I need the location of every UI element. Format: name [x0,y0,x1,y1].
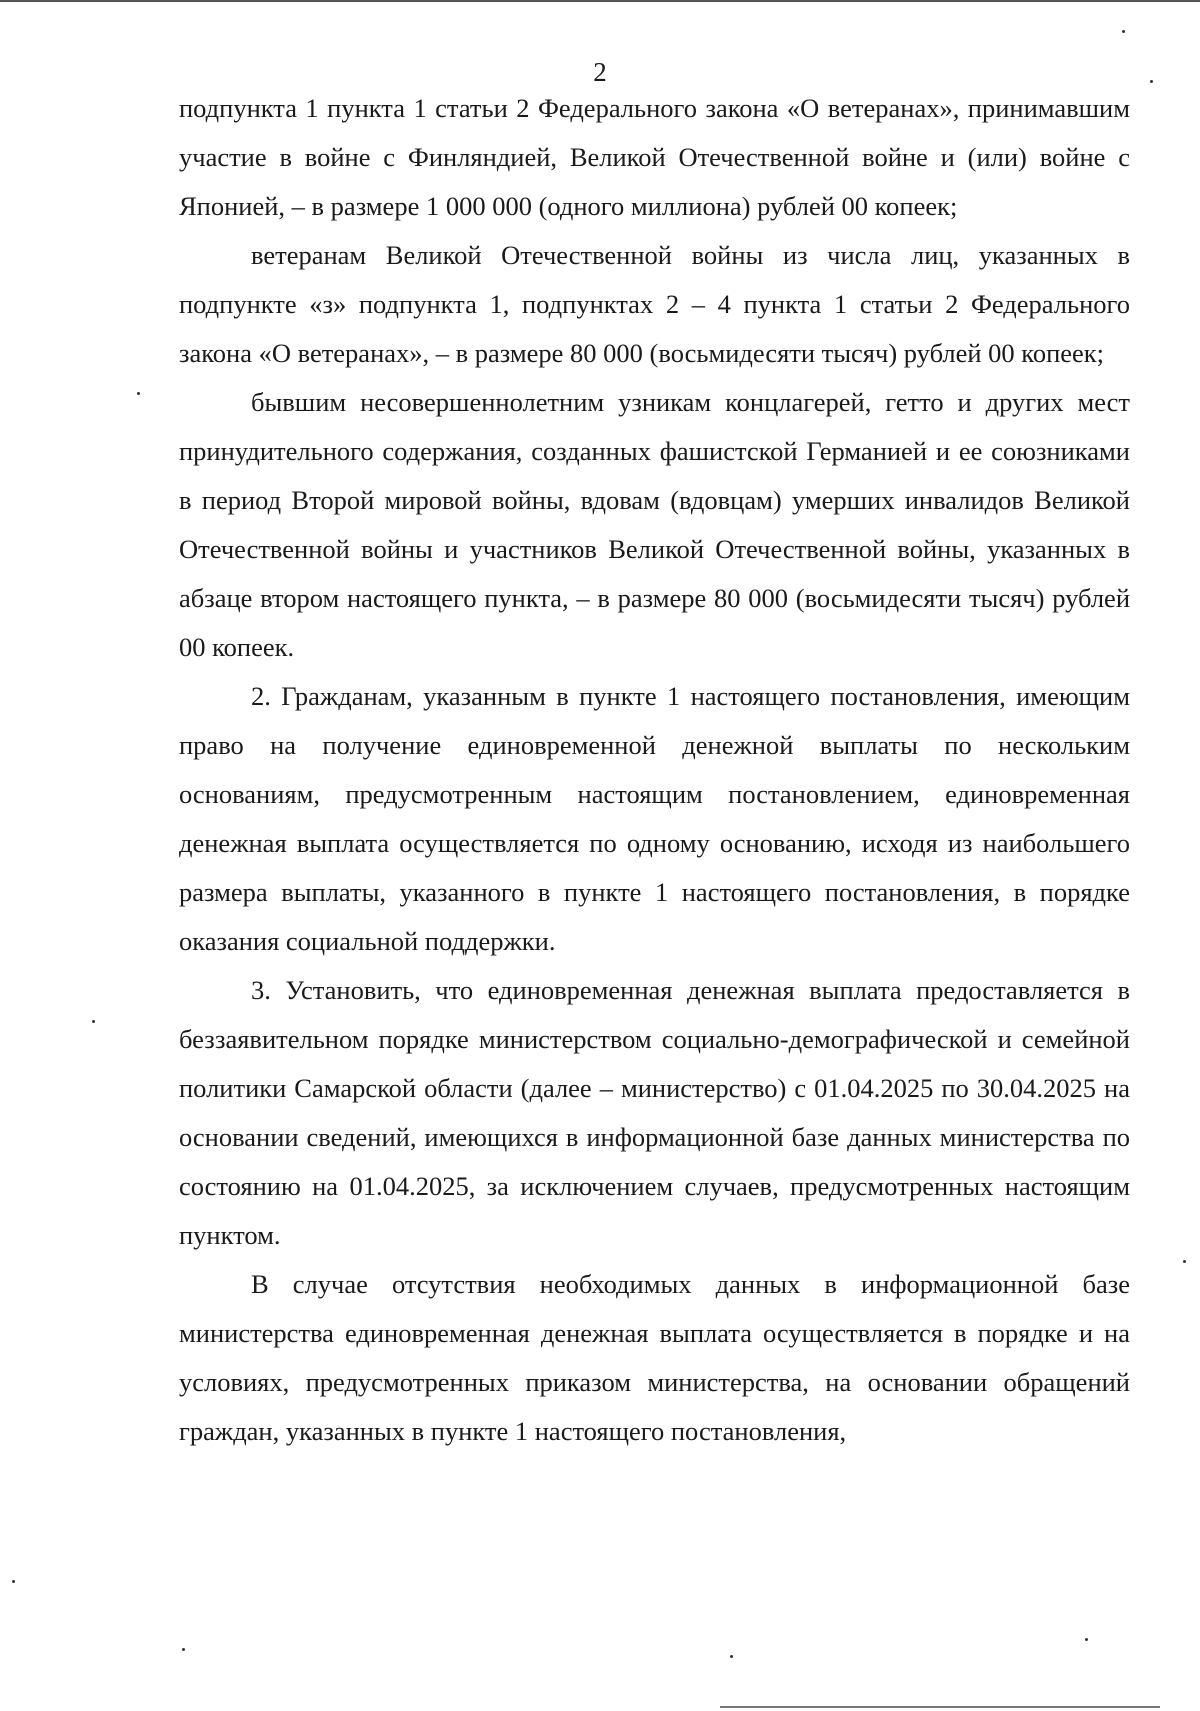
paragraph-item-3: 3. Установить, что единовременная денежная выплата предоставляется в беззаявительном порядке министерством социально-демографической и семейной политики Самарской области (далее – министерство) с 01.04.2025 по 30.04.2025 на основании сведений, имеющихся в информационной базе данных министерства по состоянию на 01.04.2025, за исключением случаев, предусмотренных настоящим пунктом. [179,975,1130,1250]
paragraph-continuation: подпункта 1 пункта 1 статьи 2 Федерального закона «О ветеранах», принимавшим участие в войне с Финляндией, Великой Отечественной войне и (или) войне с Японией, – в размере 1 000 000 (одного миллиона) рублей 00 копеек; [179,93,1130,221]
paragraph-veterans: ветеранам Великой Отечественной войны из числа лиц, указанных в подпункте «з» подпункта 1, подпунктах 2 – 4 пункта 1 статьи 2 Федерального закона «О ветеранах», – в размере 80 000 (восьмидесяти тысяч) рублей 00 копеек; [179,240,1130,368]
scan-speck [730,1655,733,1658]
scan-speck [92,1020,95,1023]
scan-speck [137,392,140,395]
scan-speck [1183,1260,1186,1263]
scan-speck [12,1580,15,1583]
scan-speck [1150,80,1153,83]
page-number: 2 [593,57,607,87]
scan-speck [1085,1638,1088,1641]
top-border-line [0,0,1200,2]
document-body [179,84,1130,1456]
scan-speck [182,1648,185,1651]
paragraph-absence-of-data: В случае отсутствия необходимых данных в информационной базе министерства единовременная денежная выплата осуществляется в порядке и на условиях, предусмотренных приказом министерства, на основании обращений граждан, указанных в пункте 1 настоящего постановления, [179,1269,1130,1446]
bottom-border-line [720,1706,1160,1708]
scan-speck [1122,30,1125,33]
paragraph-former-prisoners: бывшим несовершеннолетним узникам концлагерей, гетто и других мест принудительного содержания, созданных фашистской Германией и ее союзниками в период Второй мировой войны, вдовам (вдовцам) умерших инвалидов Великой Отечественной войны и участников Великой Отечественной войны, указанных в абзаце втором настоящего пункта, – в размере 80 000 (восьмидесяти тысяч) рублей 00 копеек. [179,387,1130,662]
paragraph-item-2: 2. Гражданам, указанным в пункте 1 настоящего постановления, имеющим право на получение единовременной денежной выплаты по нескольким основаниям, предусмотренным настоящим постановлением, единовременная денежная выплата осуществляется по одному основанию, исходя из наибольшего размера выплаты, указанного в пункте 1 настоящего постановления, в порядке оказания социальной поддержки. [179,681,1130,956]
